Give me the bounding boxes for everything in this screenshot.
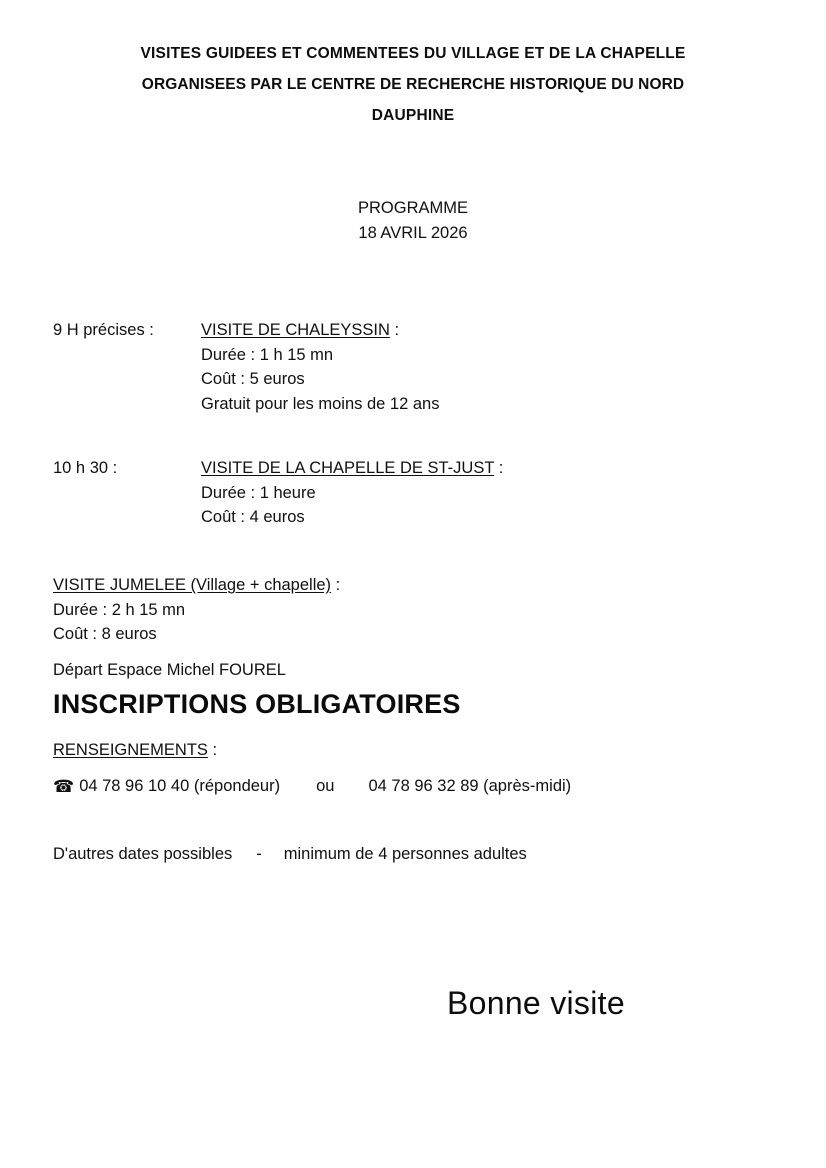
entry-detail: Durée : 1 heure: [201, 483, 316, 502]
programme-block: [0, 196, 826, 246]
footnote-left: D'autres dates possibles: [53, 845, 233, 863]
renseignements-label: RENSEIGNEMENTS: [53, 741, 208, 759]
schedule-entry: [53, 456, 753, 536]
entry-body: [201, 456, 503, 530]
entry-detail: Durée : 1 h 15 mn: [201, 345, 334, 364]
header-line-3: DAUPHINE: [371, 107, 455, 124]
footnote: [53, 845, 793, 864]
joint-visit-title-suffix: :: [331, 576, 341, 594]
renseignements-heading: [53, 738, 217, 763]
entry-body: [201, 318, 439, 416]
programme-date: 18 AVRIL 2026: [358, 224, 468, 242]
entry-title-row: [201, 318, 439, 343]
entry-detail: Coût : 5 euros: [201, 370, 305, 388]
entry-time: 9 H précises :: [53, 321, 154, 339]
closing-message: Bonne visite: [447, 985, 625, 1021]
contact-line: [53, 774, 773, 799]
phone-number-primary: 04 78 96 10 40 (répondeur): [79, 777, 281, 795]
entry-title-suffix: :: [389, 321, 400, 339]
joint-visit-title-row: [53, 573, 773, 598]
entry-title: VISITE DE LA CHAPELLE DE ST-JUST: [201, 459, 495, 477]
schedule-entry: [53, 318, 753, 428]
footnote-dash: -: [256, 845, 262, 863]
joint-visit-price: Coût : 8 euros: [53, 625, 157, 643]
joint-visit-title: VISITE JUMELEE (Village + chapelle): [53, 576, 332, 594]
renseignements-suffix: :: [207, 741, 218, 759]
entry-detail: Coût : 4 euros: [201, 508, 305, 526]
entry-title: VISITE DE CHALEYSSIN: [201, 321, 390, 339]
entry-title-suffix: :: [494, 459, 504, 477]
phone-number-secondary: 04 78 96 32 89 (après-midi): [368, 777, 572, 795]
departure-point: Départ Espace Michel FOUREL: [53, 661, 286, 679]
header-line-1: VISITES GUIDEES ET COMMENTEES DU VILLAGE ET DE LA CHAPELLE: [140, 45, 686, 62]
inscriptions-heading: INSCRIPTIONS OBLIGATOIRES: [53, 689, 461, 719]
phone-separator: ou: [316, 777, 335, 795]
footnote-right: minimum de 4 personnes adultes: [283, 845, 527, 863]
entry-detail: Gratuit pour les moins de 12 ans: [201, 394, 440, 413]
document-header: [0, 38, 826, 131]
entry-title-row: [201, 456, 503, 481]
phone-icon: ☎: [53, 777, 75, 796]
programme-label: PROGRAMME: [357, 199, 468, 217]
joint-visit-block: [53, 573, 773, 647]
header-line-2: ORGANISEES PAR LE CENTRE DE RECHERCHE HISTORIQUE DU NORD: [141, 76, 685, 93]
joint-visit-duration: Durée : 2 h 15 mn: [53, 600, 186, 619]
entry-time: 10 h 30 :: [53, 459, 118, 477]
